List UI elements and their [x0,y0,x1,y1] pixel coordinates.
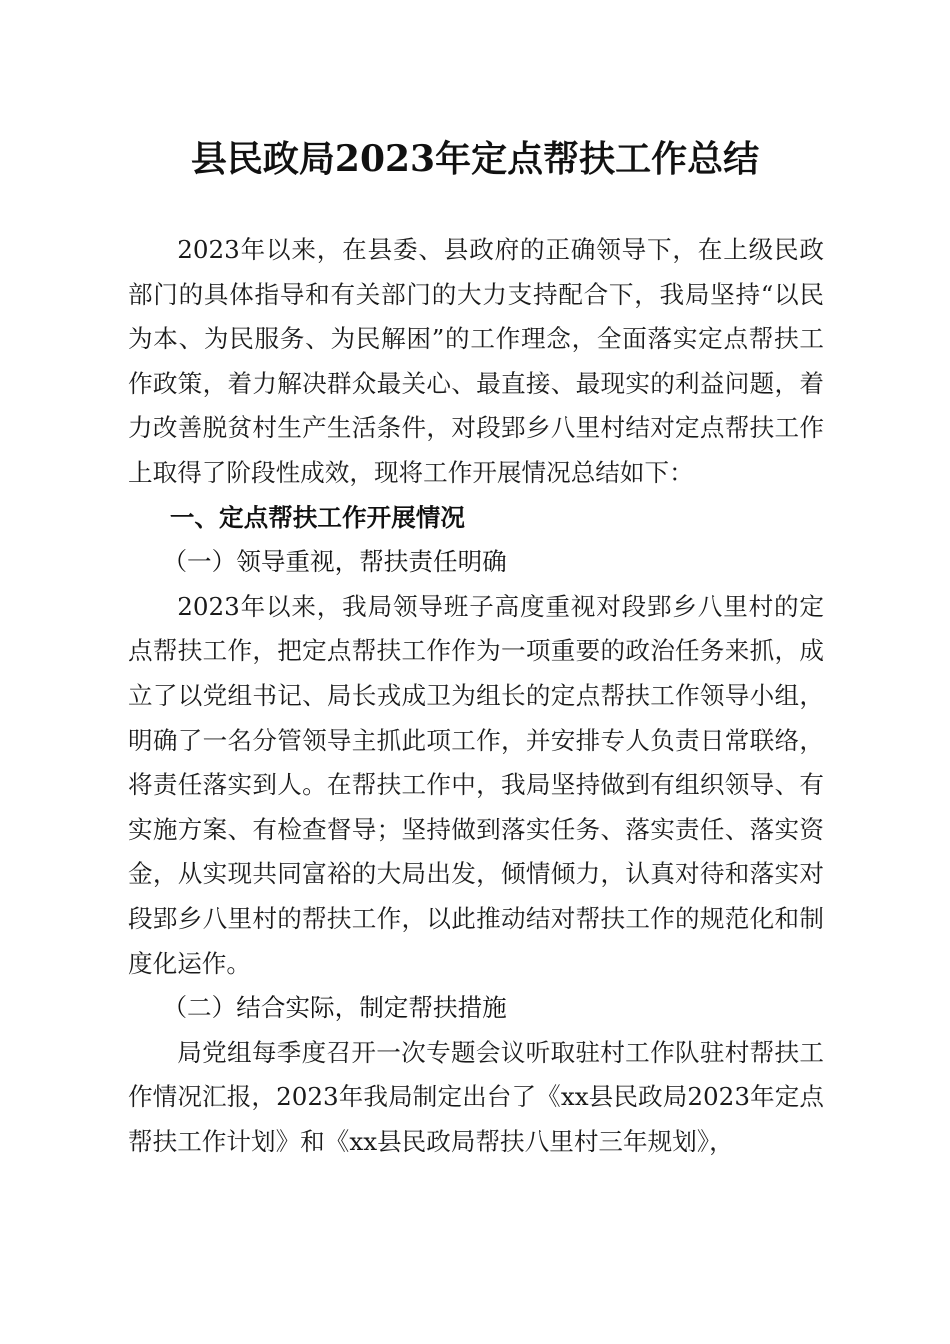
document-body [128,228,824,1164]
subsection-heading-1: （一）领导重视，帮扶责任明确 [162,547,507,577]
subsection-paragraph-1: 2023年以来，我局领导班子高度重视对段郢乡八里村的定点帮扶工作，把定点帮扶工作作为一项重要的政治任务来抓，成立了以党组书记、局长戎成卫为组长的定点帮扶工作领导小组，明确了一名分管领导主抓此项工作，并安排专人负责日常联络，将责任落实到人。在帮扶工作中，我局坚持做到有组织领导、有实施方案、有检查督导；坚持做到落实任务、落实责任、落实资金，从实现共同富裕的大局出发，倾情倾力，认真对待和落实对段郢乡八里村的帮扶工作，以此推动结对帮扶工作的规范化和制度化运作。 [128,591,824,978]
subsection-heading-2: （二）结合实际，制定帮扶措施 [162,993,507,1023]
intro-paragraph: 2023年以来，在县委、县政府的正确领导下，在上级民政部门的具体指导和有关部门的大力支持配合下，我局坚持“以民为本、为民服务、为民解困”的工作理念，全面落实定点帮扶工作政策，着力解决群众最关心、最直接、最现实的利益问题，着力改善脱贫村生产生活条件，对段郢乡八里村结对定点帮扶工作上取得了阶段性成效，现将工作开展情况总结如下： [128,235,824,487]
document-title: 县民政局2023年定点帮扶工作总结 [190,138,760,180]
subsection-paragraph-2: 局党组每季度召开一次专题会议听取驻村工作队驻村帮扶工作情况汇报，2023年我局制定出台了《xx县民政局2023年定点帮扶工作计划》和《xx县民政局帮扶八里村三年规划》， [128,1037,824,1156]
section-heading-1: 一、定点帮扶工作开展情况 [169,502,465,532]
